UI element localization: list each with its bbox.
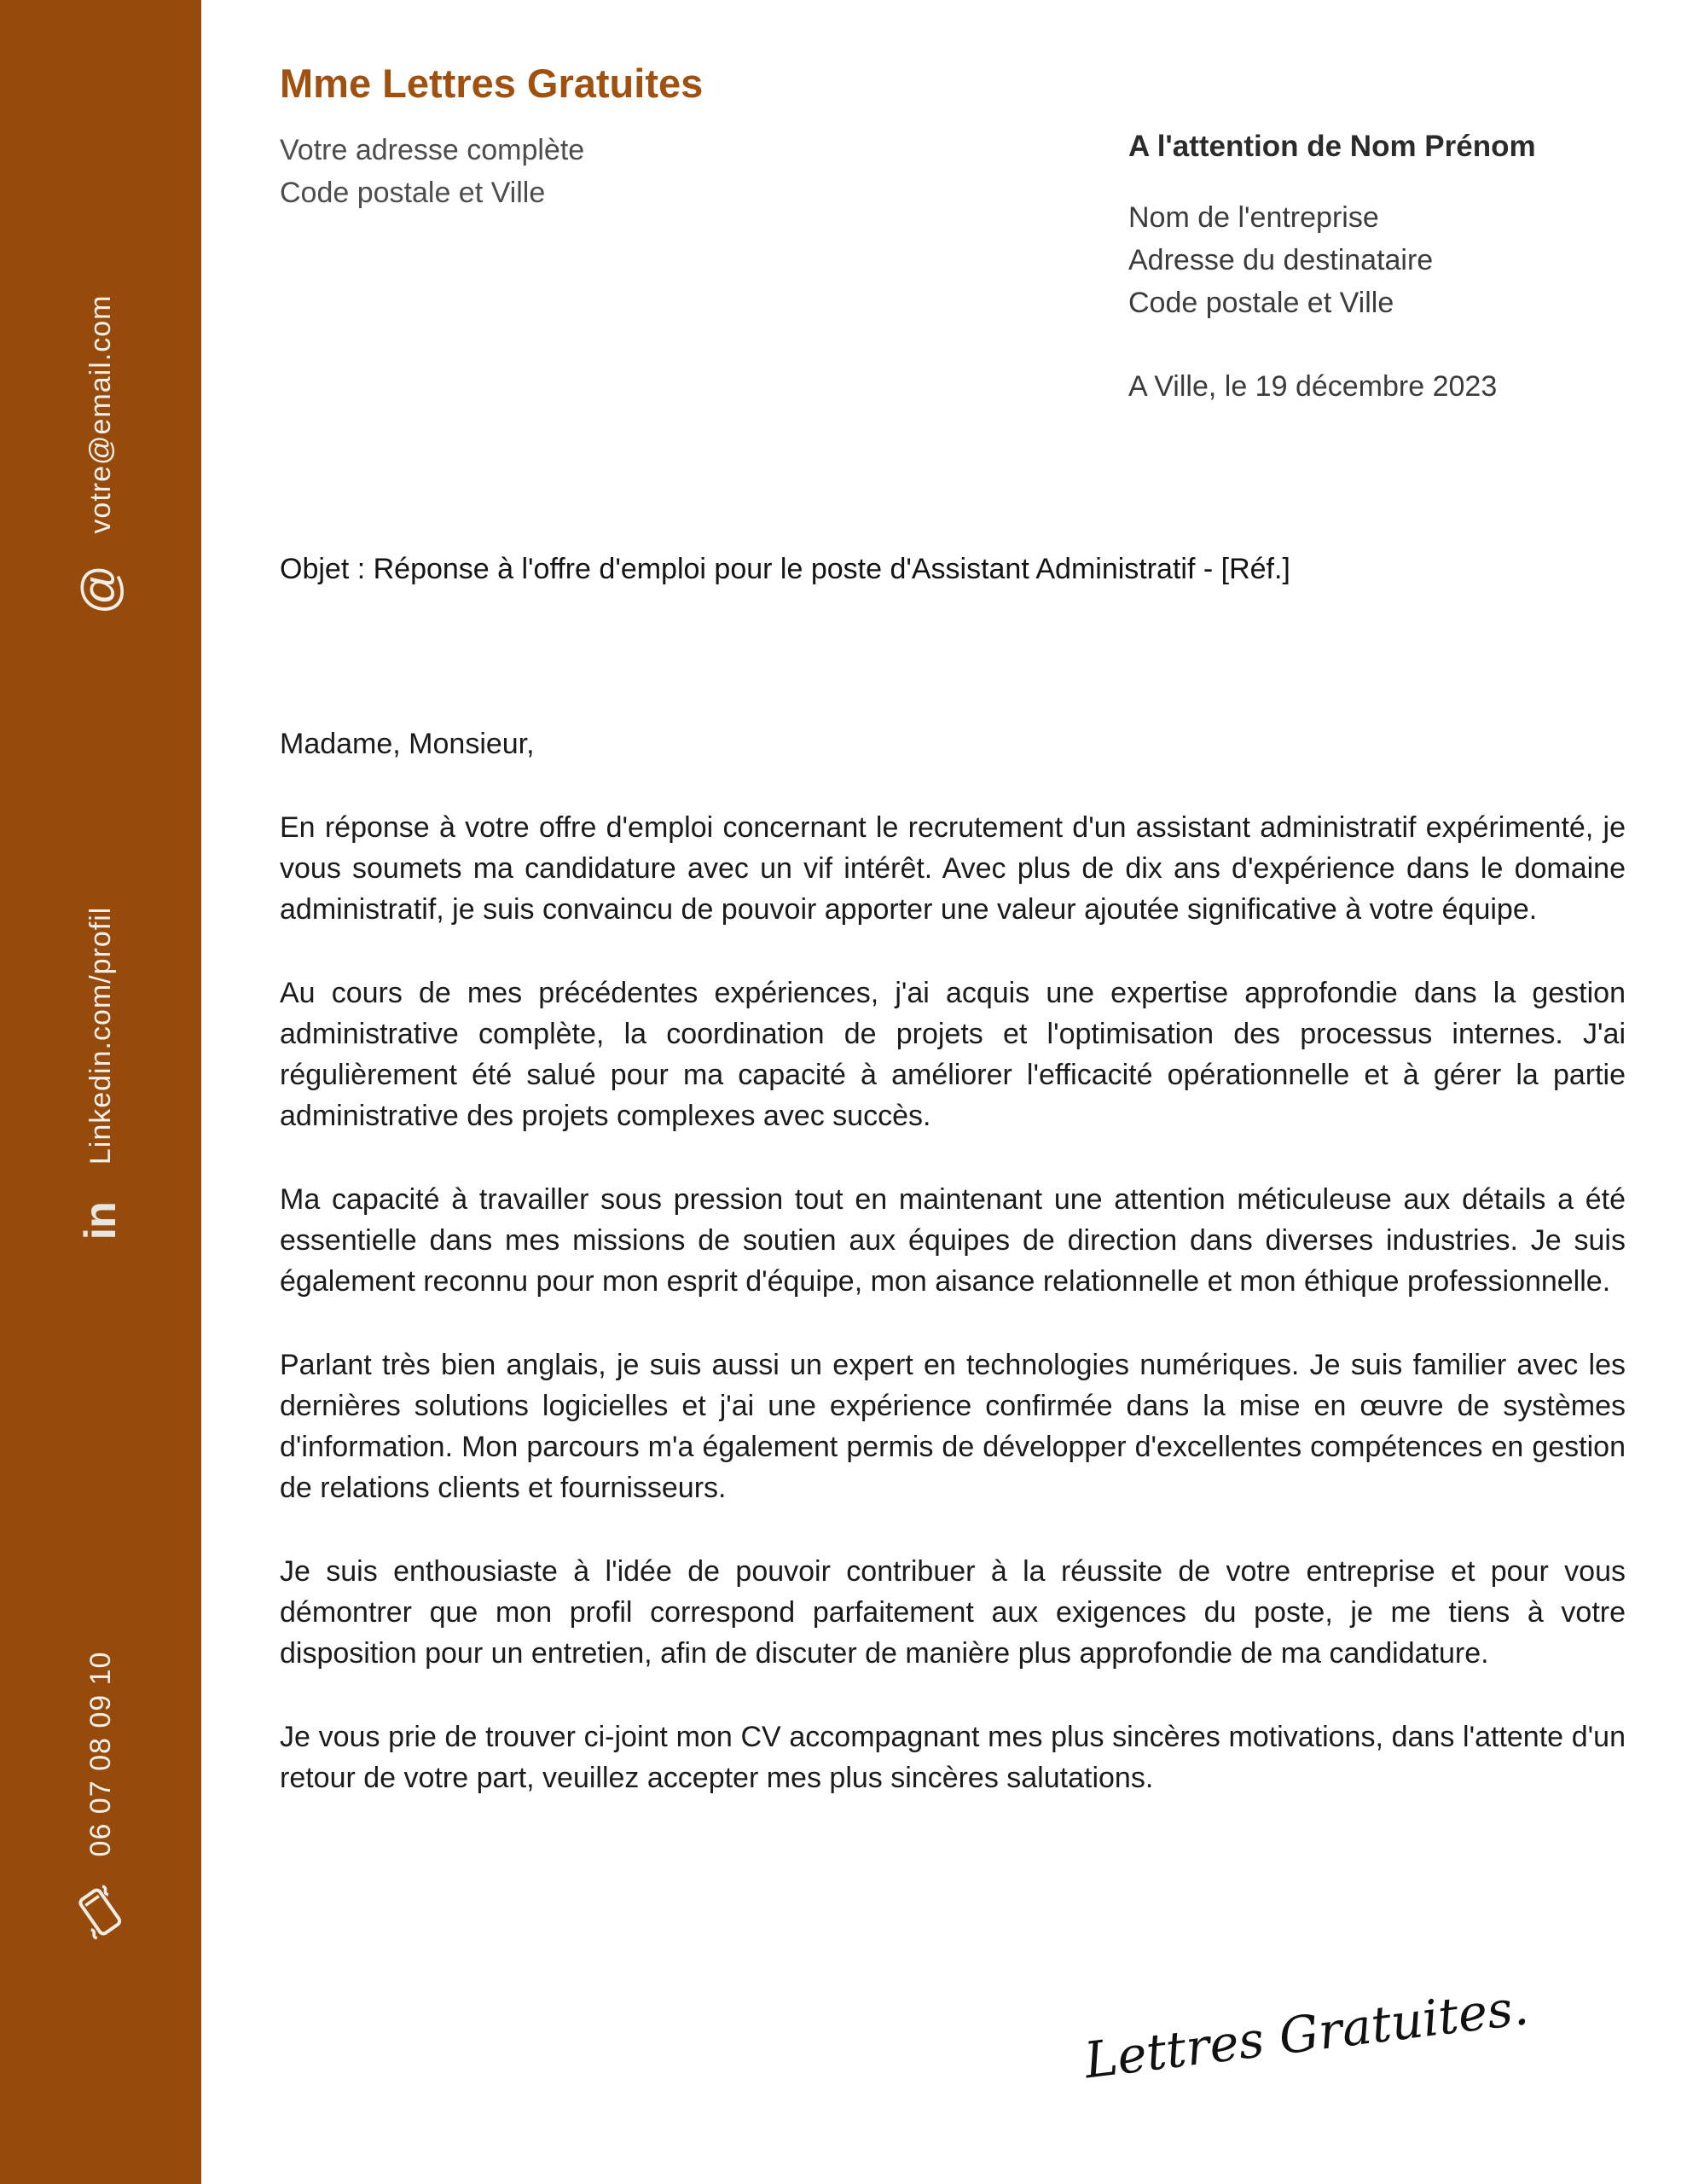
sidebar-email-group [67,288,135,621]
subject-line: Objet : Réponse à l'offre d'emploi pour le poste d'Assistant Administratif - [Réf.] [280,553,1290,585]
paragraph-2: Au cours de mes précédentes expériences, j'ai acquis une expertise approfondie dans la gestion administrative complète, la coordination de projets et l'optimisation des processus internes. J'ai régulièrement été salué pour ma capacité à améliorer l'efficacité opérationnelle et à gérer la partie administrative des projets complexes avec succès. [280,977,1626,1132]
sender-block [280,60,703,214]
paragraph-3: Ma capacité à travailler sous pression tout en maintenant une attention méticuleuse aux détails a été essentielle dans mes missions de soutien aux équipes de direction dans diverses industries. Je suis également reconnu pour mon esprit d'équipe, mon aisance relationnelle et mon éthique professionnelle. [280,1183,1626,1298]
sidebar-phone-text: 06 07 08 09 10 [84,1651,117,1857]
letter-date: A Ville, le 19 décembre 2023 [1128,370,1498,403]
paragraph-5: Je suis enthousiaste à l'idée de pouvoir contribuer à la réussite de votre entreprise et pour vous démontrer que mon profil correspond parfaitement aux exigences du poste, je me tiens à votre disposition pour un entretien, afin de discuter de manière plus approfondie de ma candidature. [280,1555,1626,1670]
paragraph-1: En réponse à votre offre d'emploi concernant le recrutement d'un assistant administratif expérimenté, je vous soumets ma candidature avec un vif intérêt. Avec plus de dix ans d'expérience dans le domaine administratif, je suis convaincu de pouvoir apporter une valeur ajoutée significative à votre équipe. [280,811,1626,926]
sidebar-linkedin-text: Linkedin.com/profil [84,906,117,1165]
sidebar [0,0,201,2184]
sender-address-line2: Code postale et Ville [280,177,546,209]
at-icon: @ [72,564,128,615]
sidebar-linkedin-group [67,898,135,1248]
recipient-city: Code postale et Ville [1128,287,1394,319]
recipient-attention: A l'attention de Nom Prénom [1128,130,1536,163]
sender-name: Mme Lettres Gratuites [280,61,704,106]
salutation: Madame, Monsieur, [280,728,535,760]
phone-icon [61,1873,141,1955]
sender-address-line1: Votre adresse complète [280,134,585,166]
linkedin-icon: in [76,1202,125,1240]
sidebar-phone-group [67,1639,135,1955]
letter-body [280,723,1626,1841]
sidebar-email-text: votre@email.com [84,294,117,534]
signature-script: Lettres Gratuites. [1081,1978,1532,2090]
recipient-block [1128,130,1536,404]
recipient-company: Nom de l'entreprise [1128,201,1379,234]
paragraph-4: Parlant très bien anglais, je suis aussi un expert en technologies numériques. Je suis familier avec les dernières solutions logicielles et j'ai une expérience confirmée dans la mise en œuvre de systèmes d'information. Mon parcours m'a également permis de développer d'excellentes compétences en gestion de relations clients et fournisseurs. [280,1349,1626,1504]
recipient-address: Adresse du destinataire [1128,244,1434,276]
paragraph-6: Je vous prie de trouver ci-joint mon CV accompagnant mes plus sincères motivations, dans l'attente d'un retour de votre part, veuillez accepter mes plus sincères salutations. [280,1721,1626,1794]
